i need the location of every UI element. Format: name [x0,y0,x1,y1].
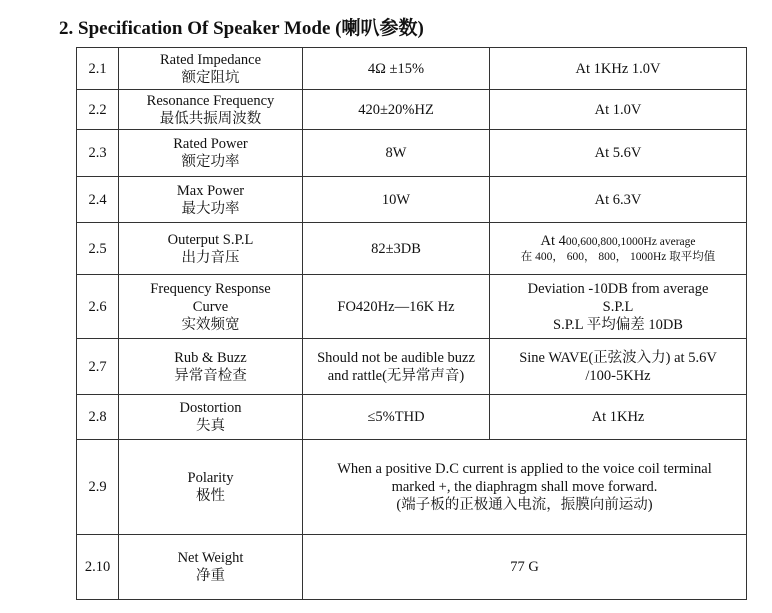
spec-row [77,177,747,223]
row-number: 2.5 [77,223,119,275]
section-heading: 2. Specification Of Speaker Mode (喇叭参数) [59,18,424,39]
row-number: 2.3 [77,130,119,177]
parameter-name: Rub & Buzz 异常音检查 [119,339,303,395]
spec-row [77,275,747,339]
spec-row [77,90,747,130]
test-condition: At 1KHz [490,395,747,440]
parameter-name: Polarity 极性 [119,440,303,535]
row-number: 2.2 [77,90,119,130]
row-number: 2.1 [77,48,119,90]
spec-row [77,223,747,275]
speaker-spec-table [76,47,747,600]
test-condition: Deviation -10DB from average S.P.L S.P.L 平均偏差 10DB [490,275,747,339]
test-condition: At 1.0V [490,90,747,130]
parameter-name: Rated Impedance 额定阻坑 [119,48,303,90]
parameter-value: Should not be audible buzz and rattle(无异常声音) [303,339,490,395]
row-number: 2.4 [77,177,119,223]
test-condition: At 6.3V [490,177,747,223]
test-condition: At 400,600,800,1000Hz average 在 400， 600， 800， 1000Hz 取平均值 [490,223,747,275]
parameter-name: Net Weight 净重 [119,535,303,600]
spec-row [77,535,747,600]
parameter-value: 8W [303,130,490,177]
row-number: 2.8 [77,395,119,440]
parameter-name: Max Power 最大功率 [119,177,303,223]
spec-row [77,48,747,90]
parameter-name: Outerput S.P.L 出力音压 [119,223,303,275]
row-number: 2.6 [77,275,119,339]
spec-row [77,395,747,440]
test-condition: At 5.6V [490,130,747,177]
parameter-name: Resonance Frequency 最低共振周波数 [119,90,303,130]
spec-row [77,130,747,177]
row-number: 2.10 [77,535,119,600]
polarity-description: When a positive D.C current is applied to the voice coil terminal marked +, the diaphragm shall move forward. (端子板的正极通入电流，振膜向前运动) [303,440,747,535]
test-condition: At 1KHz 1.0V [490,48,747,90]
parameter-value: 10W [303,177,490,223]
net-weight-value: 77 G [303,535,747,600]
parameter-name: Dostortion 失真 [119,395,303,440]
parameter-name: Rated Power 额定功率 [119,130,303,177]
parameter-value: ≤5%THD [303,395,490,440]
parameter-value: FO420Hz—16K Hz [303,275,490,339]
parameter-value: 4Ω ±15% [303,48,490,90]
parameter-value: 420±20%HZ [303,90,490,130]
parameter-value: 82±3DB [303,223,490,275]
parameter-name: Frequency Response Curve 实效频宽 [119,275,303,339]
row-number: 2.9 [77,440,119,535]
spec-row [77,339,747,395]
spec-row [77,440,747,535]
test-condition: Sine WAVE(正弦波入力) at 5.6V /100-5KHz [490,339,747,395]
row-number: 2.7 [77,339,119,395]
